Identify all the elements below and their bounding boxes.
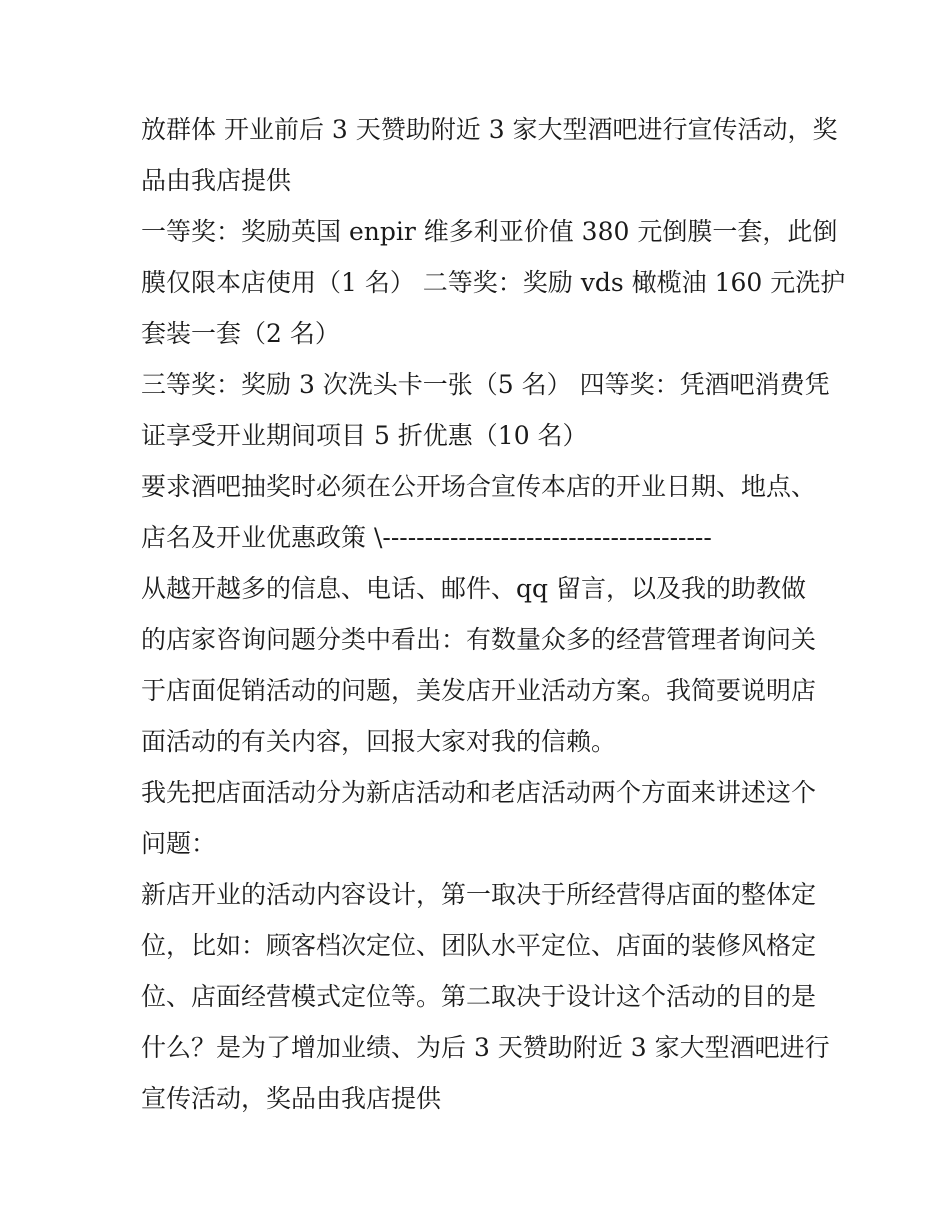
text-line: 从越开越多的信息、电话、邮件、qq 留言，以及我的助教做 bbox=[141, 574, 806, 603]
text-line: 品由我店提供 bbox=[141, 166, 292, 195]
text-line: 证享受开业期间项目 5 折优惠（10 名） bbox=[141, 421, 588, 450]
text-line: 问题： bbox=[141, 829, 217, 858]
text-line: 宣传活动，奖品由我店提供 bbox=[141, 1084, 442, 1113]
text-line: 套装一套（2 名） bbox=[141, 319, 340, 348]
text-line: 三等奖：奖励 3 次洗头卡一张（5 名） 四等奖：凭酒吧消费凭 bbox=[141, 370, 830, 399]
document-body bbox=[141, 104, 846, 1124]
text-line: 膜仅限本店使用（1 名） 二等奖：奖励 vds 橄榄油 160 元洗护 bbox=[141, 268, 846, 297]
text-line: 放群体 开业前后 3 天赞助附近 3 家大型酒吧进行宣传活动，奖 bbox=[141, 115, 838, 144]
text-line: 什么？是为了增加业绩、为后 3 天赞助附近 3 家大型酒吧进行 bbox=[141, 1033, 830, 1062]
text-line: 店名及开业优惠政策 \--------------------------------------- bbox=[141, 523, 712, 552]
text-line: 要求酒吧抽奖时必须在公开场合宣传本店的开业日期、地点、 bbox=[141, 472, 817, 501]
text-line: 新店开业的活动内容设计，第一取决于所经营得店面的整体定 bbox=[141, 880, 817, 909]
text-line: 面活动的有关内容，回报大家对我的信赖。 bbox=[141, 727, 617, 756]
text-line: 的店家咨询问题分类中看出：有数量众多的经营管理者询问关 bbox=[141, 625, 817, 654]
text-line: 于店面促销活动的问题，美发店开业活动方案。我简要说明店 bbox=[141, 676, 817, 705]
text-line: 位，比如：顾客档次定位、团队水平定位、店面的装修风格定 bbox=[141, 931, 817, 960]
text-line: 位、店面经营模式定位等。第二取决于设计这个活动的目的是 bbox=[141, 982, 817, 1011]
text-line: 我先把店面活动分为新店活动和老店活动两个方面来讲述这个 bbox=[141, 778, 817, 807]
text-line: 一等奖：奖励英国 enpir 维多利亚价值 380 元倒膜一套，此倒 bbox=[141, 217, 838, 246]
